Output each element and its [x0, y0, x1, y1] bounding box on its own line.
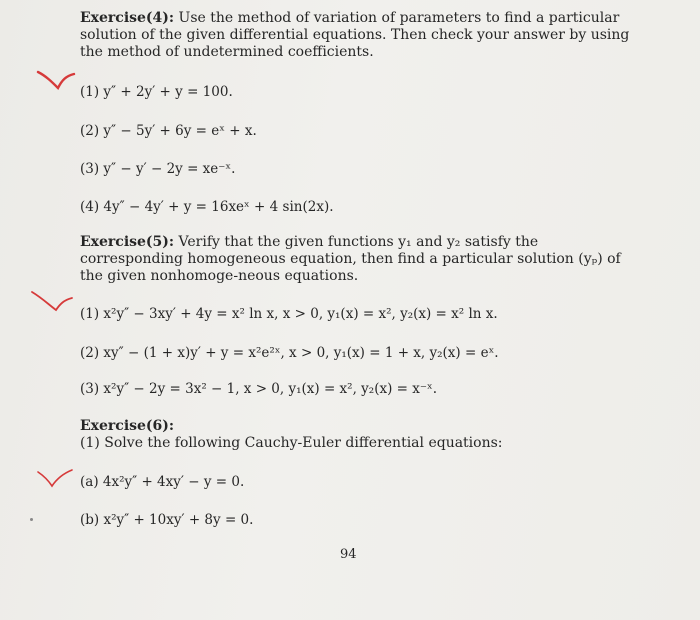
- exercise-4-item-2: (2) y″ − 5y′ + 6y = eˣ + x.: [80, 123, 257, 139]
- exercise-5-item-3: (3) x²y″ − 2y = 3x² − 1, x > 0, y₁(x) = x², y₂(x) = x⁻ˣ.: [80, 381, 437, 397]
- exercise-5-header: [80, 234, 640, 285]
- red-checkmark-icon: [36, 66, 78, 96]
- exercise-4-item-4: (4) 4y″ − 4y′ + y = 16xeˣ + 4 sin(2x).: [80, 199, 334, 215]
- exercise-6-item-a: (a) 4x²y″ + 4xy′ − y = 0.: [80, 474, 245, 490]
- exercise-6-subtitle: (1) Solve the following Cauchy-Euler differential equations:: [80, 435, 503, 451]
- exercise-6-header: [80, 418, 640, 452]
- exercise-6-item-b: (b) x²y″ + 10xy′ + 8y = 0.: [80, 512, 254, 528]
- exercise-4-header: [80, 10, 640, 61]
- exercise-4-item-3: (3) y″ − y′ − 2y = xe⁻ˣ.: [80, 161, 236, 177]
- exercise-4-item-1: (1) y″ + 2y′ + y = 100.: [80, 84, 233, 100]
- exercise-5-label: Exercise(5):: [80, 234, 175, 250]
- exercise-5-item-2: (2) xy″ − (1 + x)y′ + y = x²e²ˣ, x > 0, y₁(x) = 1 + x, y₂(x) = eˣ.: [80, 345, 499, 361]
- red-checkmark-icon: [30, 288, 74, 316]
- exercise-5-item-1: (1) x²y″ − 3xy′ + 4y = x² ln x, x > 0, y₁(x) = x², y₂(x) = x² ln x.: [80, 306, 498, 322]
- exercise-4-label: Exercise(4):: [80, 10, 175, 26]
- red-checkmark-icon: [36, 468, 74, 490]
- exercise-4-text: Use the method of variation of parameters to find a particular solution of the given differential equations. Then check your answer by using the method of undetermined coefficients.: [80, 10, 630, 60]
- exercise-5-text: Verify that the given functions y₁ and y₂ satisfy the corresponding homogeneous equation, then find a particular solution (yₚ) of the given nonhomoge-neous equations.: [80, 234, 621, 284]
- stray-dot: [30, 518, 33, 521]
- exercise-6-label: Exercise(6):: [80, 418, 175, 434]
- page-number: 94: [340, 547, 357, 562]
